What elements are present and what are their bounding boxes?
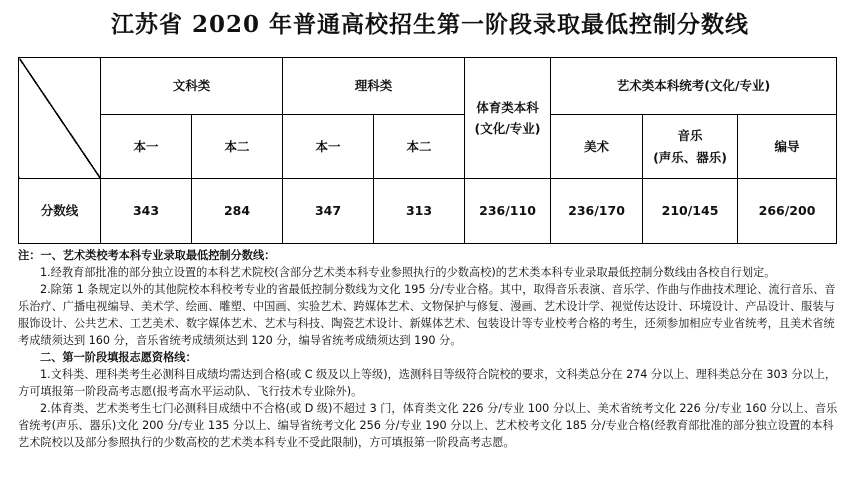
score-cell: 313 bbox=[374, 179, 465, 244]
group-header-yishu: 艺术类本科统考(文化/专业) bbox=[551, 58, 837, 115]
col-header-wen-benyi: 本一 bbox=[101, 115, 192, 179]
notes-section-heading: 二、第一阶段填报志愿资格线： bbox=[40, 351, 197, 364]
col-header-li-bener: 本二 bbox=[374, 115, 465, 179]
notes-intro: 注：一、艺术类校考本科专业录取最低控制分数线： bbox=[18, 249, 276, 262]
diagonal-header-cell bbox=[19, 58, 101, 179]
row-label: 分数线 bbox=[19, 179, 101, 244]
note-paragraph: 1.文科类、理科类考生必测科目成绩均需达到合格(或 C 级及以上等级)，选测科目等级符合院校的要求，文科类总分在 274 分以上、理科类总分在 303 分以上，方可填报第一阶段高考志愿(报考高水平运动队、飞行技术专业除外)。 bbox=[18, 368, 837, 398]
score-cell: 284 bbox=[192, 179, 283, 244]
col-header-wen-bener: 本二 bbox=[192, 115, 283, 179]
score-cell: 343 bbox=[101, 179, 192, 244]
col-header-yinyue bbox=[643, 115, 738, 179]
yinyue-label: 音乐 bbox=[677, 128, 703, 144]
score-cell: 347 bbox=[283, 179, 374, 244]
note-paragraph: 1.经教育部批准的部分独立设置的本科艺术院校(含部分艺术类本科专业参照执行的少数高校)的艺术类本科专业录取最低控制分数线由各校自行划定。 bbox=[40, 266, 776, 279]
tiyu-sublabel: (文化/专业) bbox=[474, 121, 541, 136]
col-header-biandao: 编导 bbox=[738, 115, 837, 179]
col-header-li-benyi: 本一 bbox=[283, 115, 374, 179]
score-cell: 236/110 bbox=[465, 179, 551, 244]
page-title: 江苏省 2020 年普通高校招生第一阶段录取最低控制分数线 bbox=[110, 11, 750, 38]
group-header-like: 理科类 bbox=[283, 58, 465, 115]
notes-section bbox=[18, 247, 838, 451]
score-cell: 210/145 bbox=[643, 179, 738, 244]
col-header-meishu: 美术 bbox=[551, 115, 643, 179]
yinyue-sublabel: (声乐、器乐) bbox=[653, 149, 727, 165]
score-cell: 266/200 bbox=[738, 179, 837, 244]
score-cell: 236/170 bbox=[551, 179, 643, 244]
score-table bbox=[18, 57, 837, 244]
note-paragraph: 2.体育类、艺术类考生七门必测科目成绩中不合格(或 D 级)不超过 3 门，体育类文化 226 分/专业 100 分以上、美术省统考文化 226 分/专业 160 分以上、音乐省统考(声乐、器乐)文化 200 分/专业 135 分以上、编导省统考文化 256 分/专业 190 分以上、艺术校考文化 185 分/专业合格(经教育部批准的部分独立设置的本科艺术院校以及部分参照执行的少数高校的艺术类本科专业不受此限制)，方可填报第一阶段高考志愿。 bbox=[18, 402, 838, 449]
tiyu-label: 体育类本科 bbox=[476, 99, 539, 115]
note-paragraph: 2.除第 1 条规定以外的其他院校本科校考专业的省最低控制分数线为文化 195 分/专业合格。其中，取得音乐表演、音乐学、作曲与作曲技术理论、流行音乐、音乐治疗、广播电视编导、美术学、绘画、雕塑、中国画、实验艺术、跨媒体艺术、文物保护与修复、漫画、艺术设计学、视觉传达设计、环境设计、产品设计、服装与服饰设计、公共艺术、工艺美术、数字媒体艺术、艺术与科技、陶瓷艺术设计、新媒体艺术、包装设计等专业校考合格的考生，还须参加相应专业省统考，且美术省统考成绩须达到 160 分，音乐省统考成绩须达到 120 分，编导省统考成绩须达到 190 分。 bbox=[18, 283, 836, 347]
group-header-tiyu bbox=[465, 58, 551, 179]
group-header-wenke: 文科类 bbox=[101, 58, 283, 115]
